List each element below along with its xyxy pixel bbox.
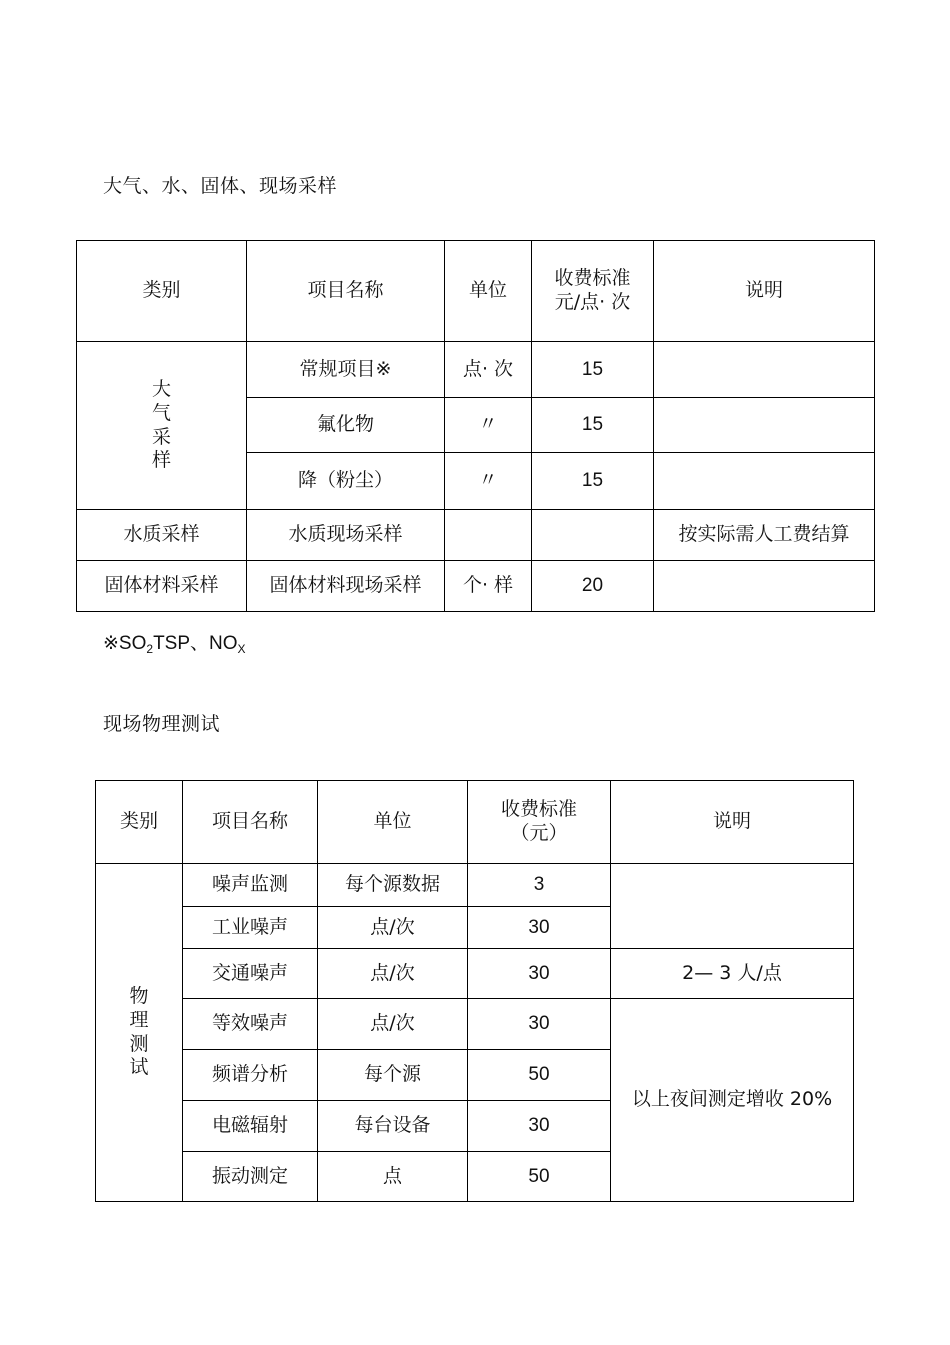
table-row [96,864,854,907]
section1-title: 大气、水、固体、现场采样 [103,175,338,197]
item-remark: 按实际需人工费结算 [654,510,875,561]
category-char: 测 [129,1032,149,1055]
item-remark [654,398,875,453]
item-unit: 每台设备 [318,1101,468,1152]
item-name: 水质现场采样 [247,510,445,561]
item-name: 常规项目※ [247,342,445,398]
item-fee: 50 [468,1050,611,1101]
category-char: 大 [151,378,171,400]
physical-test-category [96,864,183,1202]
item-unit: 〃 [445,398,532,453]
header-remarks: 说明 [654,241,875,342]
table-row [77,561,875,612]
item-fee: 3 [468,864,611,907]
table-row [77,510,875,561]
header-remarks: 说明 [611,781,854,864]
footnote-nox-subscript: X [237,642,246,656]
item-name: 噪声监测 [183,864,318,907]
header-fee-line1: 收费标准 [500,798,577,821]
category-char: 采 [151,425,171,448]
table-row [77,342,875,398]
item-name: 固体材料现场采样 [247,561,445,612]
item-fee: 30 [468,907,611,949]
item-remark-empty [611,864,854,949]
night-surcharge-remark: 以上夜间测定增收 20% [611,999,854,1202]
item-name: 等效噪声 [183,999,318,1050]
item-name: 降（粉尘） [247,453,445,510]
item-fee: 15 [532,453,654,510]
sampling-fee-table [76,240,875,612]
water-sampling-category: 水质采样 [77,510,247,561]
item-name: 交通噪声 [183,949,318,999]
header-fee [532,241,654,342]
item-remark [654,561,875,612]
traffic-noise-remark: 2— 3 人/点 [611,949,854,999]
item-unit: 点/次 [318,907,468,949]
item-name: 频谱分析 [183,1050,318,1101]
item-remark [654,453,875,510]
footnote-so-subscript: 2 [146,642,154,656]
category-char: 样 [151,449,171,472]
item-unit: 〃 [445,453,532,510]
item-fee: 30 [468,999,611,1050]
item-unit: 每个源数据 [318,864,468,907]
table-header-row [96,781,854,864]
item-unit: 个· 样 [445,561,532,612]
item-unit [445,510,532,561]
header-category: 类别 [77,241,247,342]
header-category: 类别 [96,781,183,864]
solid-sampling-category: 固体材料采样 [77,561,247,612]
section2-title: 现场物理测试 [103,713,221,735]
header-fee-line2: （元） [510,822,568,844]
item-fee [532,510,654,561]
table-row [96,999,854,1050]
category-char: 理 [129,1008,149,1031]
item-name: 电磁辐射 [183,1101,318,1152]
header-item-name: 项目名称 [247,241,445,342]
item-unit: 点 [318,1152,468,1202]
item-remark [654,342,875,398]
item-fee: 20 [532,561,654,612]
item-name: 振动测定 [183,1152,318,1202]
header-fee-line1: 收费标准 [554,267,631,290]
item-unit: 每个源 [318,1050,468,1101]
footnote-prefix: ※SO [103,633,147,654]
footnote [103,628,246,656]
item-fee: 30 [468,949,611,999]
header-unit: 单位 [318,781,468,864]
physical-test-fee-table [95,780,854,1202]
item-fee: 30 [468,1101,611,1152]
item-unit: 点/次 [318,999,468,1050]
category-char: 试 [129,1056,149,1079]
item-fee: 15 [532,342,654,398]
item-name: 氟化物 [247,398,445,453]
item-fee: 15 [532,398,654,453]
item-name: 工业噪声 [183,907,318,949]
air-sampling-category [77,342,247,510]
item-fee: 50 [468,1152,611,1202]
header-fee [468,781,611,864]
item-unit: 点· 次 [445,342,532,398]
table-header-row [77,241,875,342]
header-item-name: 项目名称 [183,781,318,864]
item-unit: 点/次 [318,949,468,999]
header-unit: 单位 [445,241,532,342]
category-char: 气 [151,401,171,424]
header-fee-line2: 元/点· 次 [554,291,631,313]
category-char: 物 [129,985,149,1007]
footnote-middle: TSP、NO [153,633,238,654]
table-row [96,949,854,999]
